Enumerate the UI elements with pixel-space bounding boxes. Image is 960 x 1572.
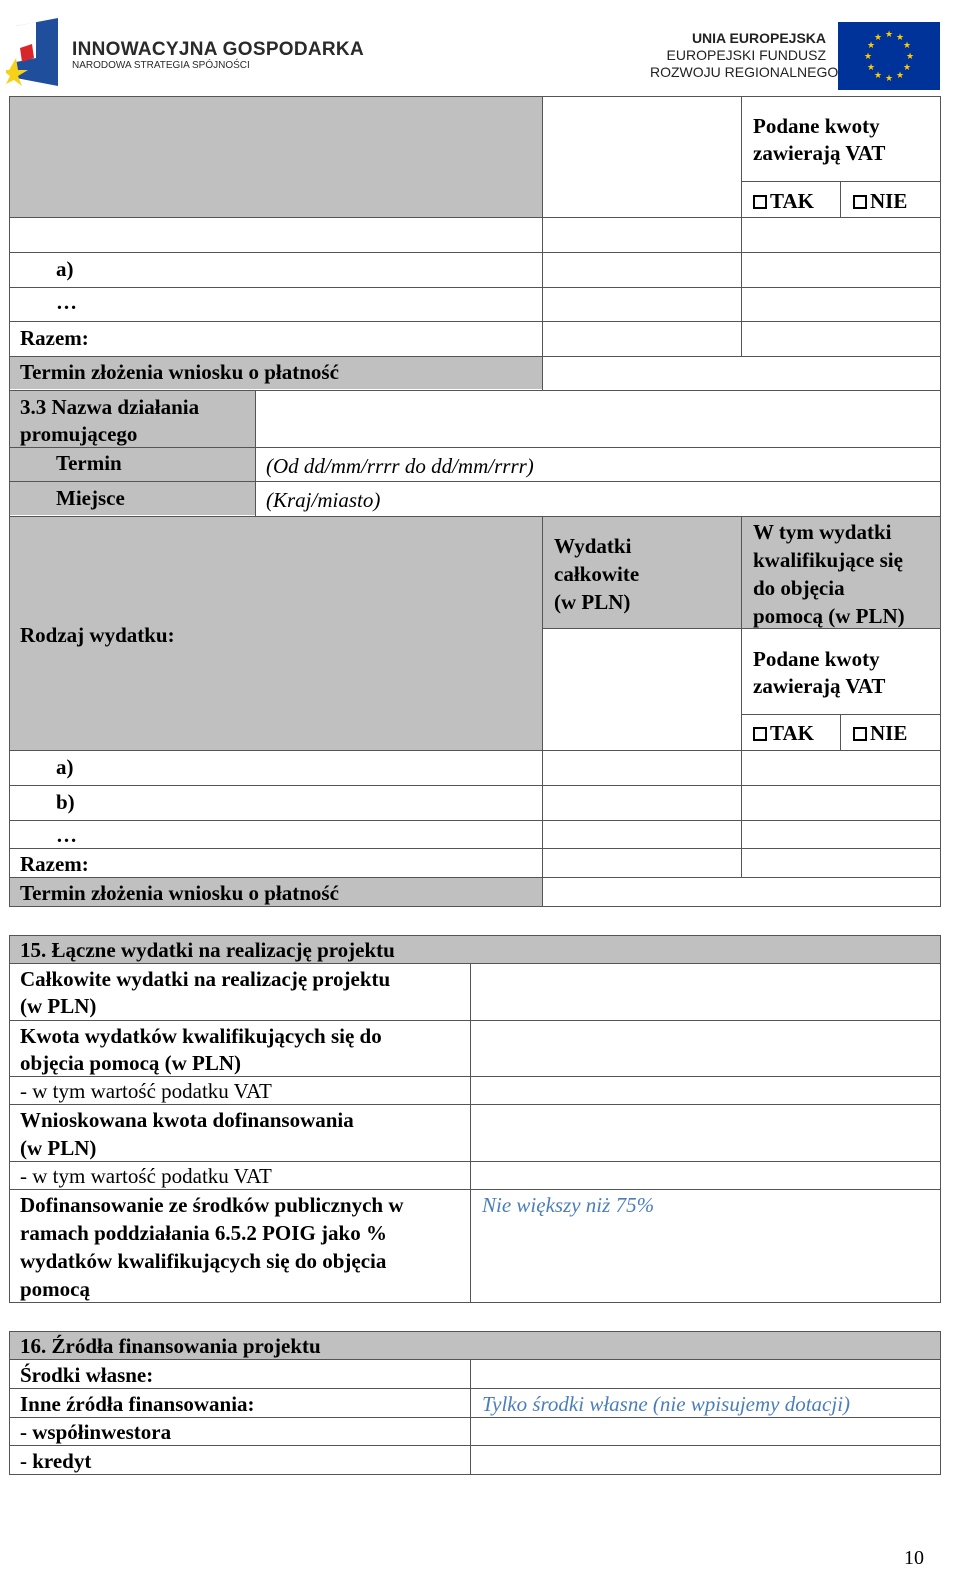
vat-yes-checkbox[interactable] [753,188,814,215]
total-expenses-line-2: całkowite [554,562,640,586]
svg-text:★: ★ [866,63,876,73]
section-15-title: 15. Łączne wydatki na realizację projektu [20,938,395,962]
page-number: 10 [904,1547,924,1569]
qualified-line-4: pomocą (w PLN) [753,604,905,628]
vat-no-checkbox[interactable] [853,720,907,747]
row-item-a: a) [56,257,74,281]
qualified-amount-2: objęcia pomocą (w PLN) [20,1051,242,1075]
own-funds-label: Środki własne: [20,1363,154,1387]
checkbox-box-icon [753,195,767,209]
vat-yes-label: TAK [770,189,814,213]
public-funding-2: ramach poddziałania 6.5.2 POIG jako % [20,1221,387,1245]
checkbox-box-icon [853,195,867,209]
logo-subtitle: NARODOWA STRATEGIA SPÓJNOŚCI [72,60,250,71]
checkbox-box-icon [753,727,767,741]
total-expenses-line-1: Wydatki [554,534,632,558]
shaded-header-cell [9,97,542,217]
row-deadline: Termin złożenia wniosku o płatność [20,360,339,384]
credit-label: - kredyt [20,1449,92,1473]
svg-text:★: ★ [873,33,883,43]
public-funding-1: Dofinansowanie ze środków publicznych w [20,1193,404,1217]
svg-text:★: ★ [902,41,912,51]
vat-no-checkbox[interactable] [853,188,907,215]
svg-text:★: ★ [895,33,905,43]
svg-text:★: ★ [895,71,905,81]
vat-value-row-1: - w tym wartość podatku VAT [20,1079,272,1103]
public-funding-value: Nie większy niż 75% [482,1193,655,1217]
vat-heading-line-1: Podane kwoty [753,114,880,138]
coinvestor-label: - współinwestora [20,1420,172,1444]
svg-text:★: ★ [873,71,883,81]
svg-text:★: ★ [863,52,873,62]
row-ellipsis: … [56,290,77,314]
total-project-expenses-2: (w PLN) [20,994,97,1018]
total-expenses-line-3: (w PLN) [554,590,631,614]
vat-yes-label: TAK [770,721,814,745]
public-funding-4: pomocą [20,1277,90,1301]
row-total: Razem: [20,326,89,350]
term-value: (Od dd/mm/rrrr do dd/mm/rrrr) [266,454,534,478]
row-item-b: b) [56,790,75,814]
total-project-expenses-1: Całkowite wydatki na realizację projektu [20,967,391,991]
innovative-economy-logo-icon [6,18,64,86]
qualified-line-2: kwalifikujące się [753,548,903,572]
place-label: Miejsce [56,486,125,510]
svg-text:★: ★ [902,63,912,73]
svg-text:★: ★ [905,52,915,62]
vat-heading-line-2: zawierają VAT [753,141,886,165]
qualified-line-1: W tym wydatki [753,520,892,544]
other-sources-value: Tylko środki własne (nie wpisujemy dotacji) [482,1392,851,1416]
row-ellipsis: … [56,823,77,847]
vat-heading-line-2: zawierają VAT [753,674,886,698]
vat-heading-line-1: Podane kwoty [753,647,880,671]
svg-text:★: ★ [884,30,894,40]
qualified-amount-1: Kwota wydatków kwalifikujących się do [20,1024,382,1048]
activity-name-line-1: 3.3 Nazwa działania [20,395,200,419]
checkbox-box-icon [853,727,867,741]
place-value: (Kraj/miasto) [266,488,381,512]
section-16-title: 16. Źródła finansowania projektu [20,1334,321,1358]
row-total: Razem: [20,852,89,876]
svg-text:★: ★ [866,41,876,51]
svg-text:★: ★ [884,74,894,84]
expense-type-label: Rodzaj wydatku: [20,623,175,647]
activity-name-line-2: promującego [20,422,138,446]
qualified-line-3: do objęcia [753,576,845,600]
requested-amount-2: (w PLN) [20,1136,97,1160]
vat-value-row-2: - w tym wartość podatku VAT [20,1164,272,1188]
eu-flag-icon [838,22,940,90]
vat-no-label: NIE [870,189,908,213]
row-item-a: a) [56,755,74,779]
eu-line-3: ROZWOJU REGIONALNEGO [650,64,839,80]
header [0,0,960,95]
public-funding-3: wydatków kwalifikujących się do objęcia [20,1249,387,1273]
logo-title: INNOWACYJNA GOSPODARKA [72,39,364,60]
vat-yes-checkbox[interactable] [753,720,814,747]
requested-amount-1: Wnioskowana kwota dofinansowania [20,1108,354,1132]
row-deadline: Termin złożenia wniosku o płatność [20,881,339,905]
term-label: Termin [56,451,122,475]
vat-no-label: NIE [870,721,908,745]
eu-line-2: EUROPEJSKI FUNDUSZ [666,47,826,63]
eu-line-1: UNIA EUROPEJSKA [691,30,826,46]
other-sources-label: Inne źródła finansowania: [20,1392,255,1416]
